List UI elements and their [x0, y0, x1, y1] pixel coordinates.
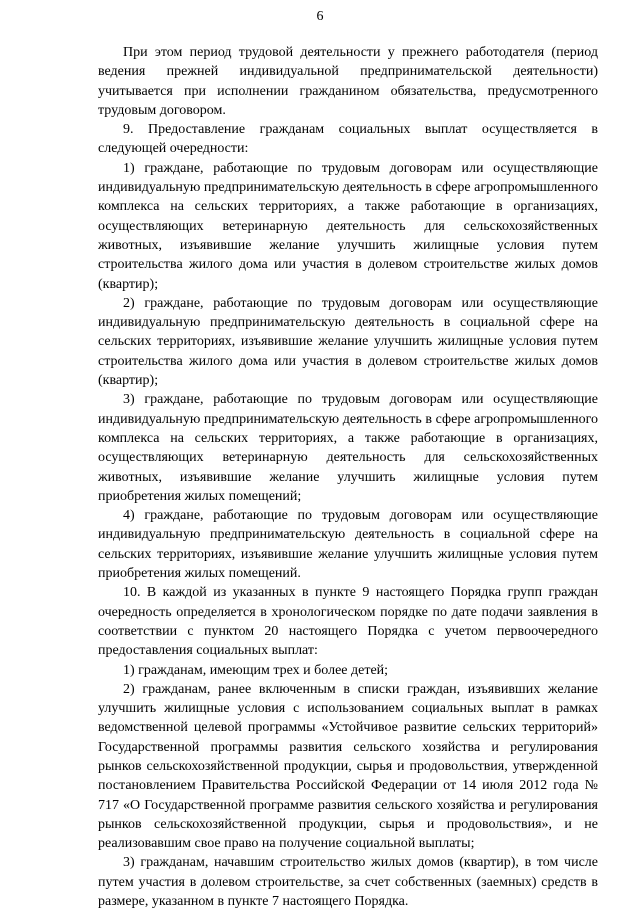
paragraph-item-9: 9. Предоставление гражданам социальных выплат осуществляется в следующей очередности:: [98, 122, 598, 157]
paragraph-item-9-2: 2) граждане, работающие по трудовым договорам или осуществляющие индивидуальную предпринимательскую деятельность в социальной сфере на сельских территориях, изъявившие желание улучшить жилищные условия путем строительства жилого дома или участия в долевом строительстве жилых домов (квартир);: [98, 295, 598, 389]
paragraph-item-9-4: 4) граждане, работающие по трудовым договорам или осуществляющие индивидуальную предпринимательскую деятельность в социальной сфере на сельских территориях, изъявившие желание улучшить жилищные условия путем приобретения жилых помещений.: [98, 508, 598, 582]
paragraph-item-10-1: 1) гражданам, имеющим трех и более детей;: [123, 662, 389, 678]
paragraph-item-10-3: 3) гражданам, начавшим строительство жилых домов (квартир), в том числе путем участия в долевом строительстве, за счет собственных (заемных) средств в размере, указанном в пункте 7 настоящего Порядка.: [98, 855, 598, 910]
paragraph-employment-period: При этом период трудовой деятельности у прежнего работодателя (период ведения прежней индивидуальной предпринимательской деятельности) учитывается при исполнении гражданином обязательства, предусмотренного трудовым договором.: [98, 45, 598, 118]
paragraph-item-10: 10. В каждой из указанных в пункте 9 настоящего Порядка групп граждан очередность определяется в хронологическом порядке по дате подачи заявления в соответствии с пунктом 20 настоящего Порядка с учетом первоочередного предоставления социальных выплат:: [98, 585, 598, 659]
paragraph-item-10-2: 2) гражданам, ранее включенным в списки граждан, изъявивших желание улучшить жилищные условия с использованием социальных выплат в рамках ведомственной целевой программы «Устойчивое развитие сельских территорий» Государственной программы развития сельского хозяйства и регулирования рынков сельскохозяйственной продукции, сырья и продовольствия, утвержденной постановлением Правительства Российской Федерации от 14 июля 2012 года № 717 «О Государственной программе развития сельского хозяйства и регулирования рынков сельскохозяйственной продукции, сырья и продовольствия», и не реализовавшим свое право на получение социальной выплаты;: [98, 681, 598, 852]
paragraph-item-9-3: 3) граждане, работающие по трудовым договорам или осуществляющие индивидуальную предпринимательскую деятельность в сфере агропромышленного комплекса на сельских территориях, а также работающие в организациях, осуществляющих ветеринарную деятельность для сельскохозяйственных животных, изъявившие желание улучшить жилищные условия путем приобретения жилых помещений;: [98, 392, 598, 504]
page-number: 6: [316, 9, 324, 24]
document-body: [98, 43, 598, 911]
paragraph-item-9-1: 1) граждане, работающие по трудовым договорам или осуществляющие индивидуальную предпринимательскую деятельность в сфере агропромышленного комплекса на сельских территориях, а также работающие в организациях, осуществляющих ветеринарную деятельность для сельскохозяйственных животных, изъявившие желание улучшить жилищные условия путем строительства жилого дома или участия в долевом строительстве жилых домов (квартир);: [98, 160, 598, 292]
